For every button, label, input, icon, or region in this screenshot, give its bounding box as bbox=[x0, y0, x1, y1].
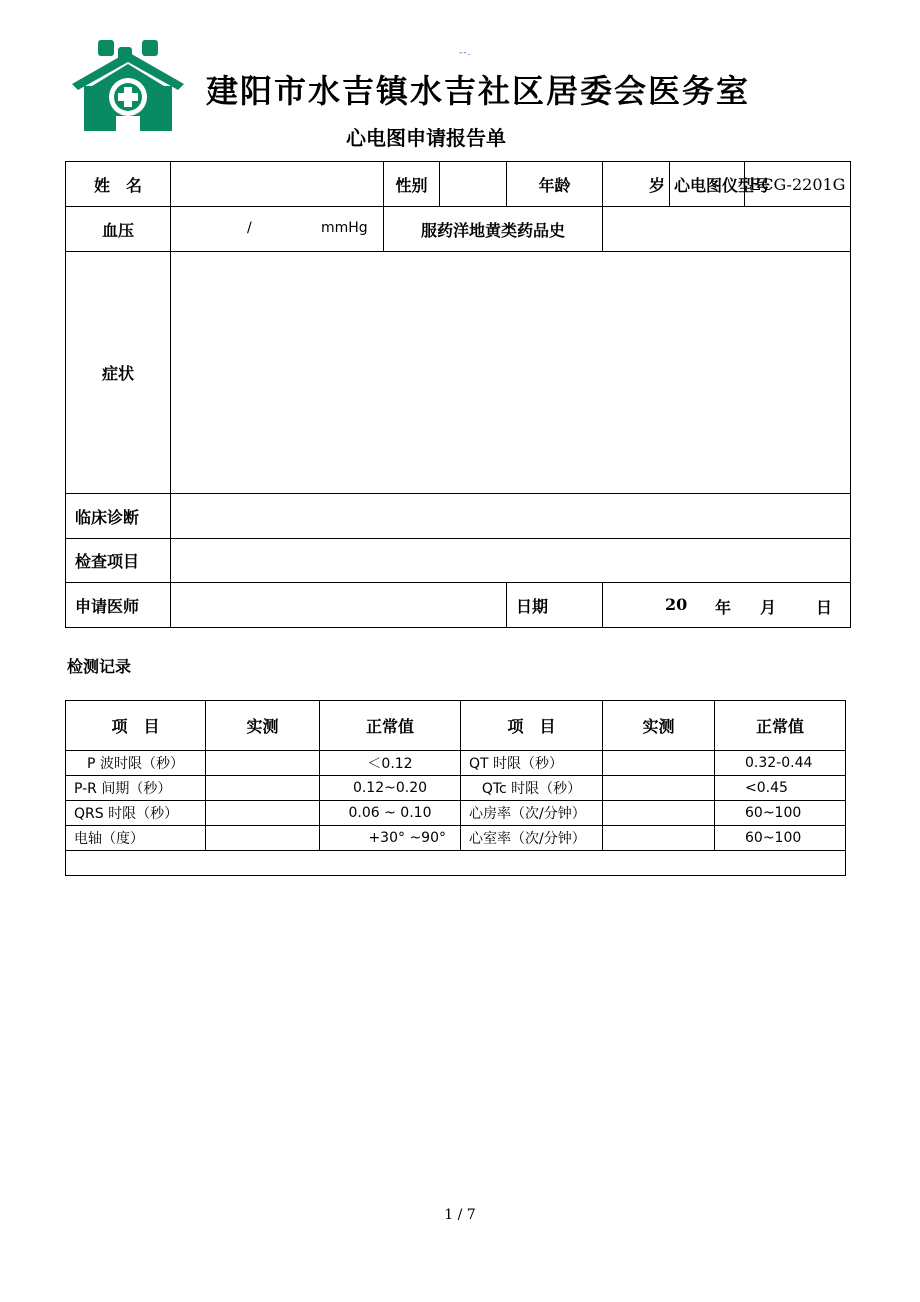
ecg-model-value: ECG-2201G bbox=[745, 162, 851, 207]
org-title: 建阳市水吉镇水吉社区居委会医务室 bbox=[206, 72, 751, 110]
normal-value: <0.45 bbox=[715, 776, 846, 801]
normal-value: ＜0.12 bbox=[320, 751, 461, 776]
item-name: 心室率（次/分钟） bbox=[461, 826, 603, 851]
corner-mark: --. bbox=[459, 48, 472, 58]
table-row bbox=[66, 801, 846, 826]
header-normal-1: 正常值 bbox=[320, 701, 461, 751]
table-row bbox=[66, 751, 846, 776]
digitalis-history-label: 服药洋地黄类药品史 bbox=[384, 207, 603, 252]
item-name: QTc 时限（秒） bbox=[461, 776, 603, 801]
measured-field[interactable] bbox=[603, 751, 715, 776]
item-name: QT 时限（秒） bbox=[461, 751, 603, 776]
date-year-prefix: 20 bbox=[665, 595, 688, 614]
normal-value: 0.32-0.44 bbox=[715, 751, 846, 776]
item-name: P 波时限（秒） bbox=[66, 751, 206, 776]
bp-label: 血压 bbox=[66, 207, 171, 252]
symptom-label: 症状 bbox=[66, 252, 171, 494]
measured-field[interactable] bbox=[603, 826, 715, 851]
gender-field[interactable] bbox=[440, 162, 507, 207]
measured-field[interactable] bbox=[206, 776, 320, 801]
header-normal-2: 正常值 bbox=[715, 701, 846, 751]
name-label: 姓 名 bbox=[66, 162, 171, 207]
item-name: 电轴（度） bbox=[66, 826, 206, 851]
date-day-label: 日 bbox=[816, 598, 833, 617]
table-row bbox=[66, 776, 846, 801]
normal-value: +30° ~90° bbox=[320, 826, 461, 851]
measured-field[interactable] bbox=[206, 801, 320, 826]
normal-value: 0.06 ~ 0.10 bbox=[320, 801, 461, 826]
item-name: P-R 间期（秒） bbox=[66, 776, 206, 801]
age-label: 年龄 bbox=[507, 162, 603, 207]
diagnosis-field[interactable] bbox=[171, 494, 851, 539]
gender-label: 性别 bbox=[384, 162, 440, 207]
date-field[interactable] bbox=[603, 583, 851, 628]
exam-items-field[interactable] bbox=[171, 539, 851, 583]
age-unit: 岁 bbox=[648, 175, 665, 195]
record-section-title: 检测记录 bbox=[67, 657, 132, 676]
date-label: 日期 bbox=[507, 583, 603, 628]
date-month-label: 月 bbox=[760, 598, 777, 617]
header-measured-2: 实测 bbox=[603, 701, 715, 751]
item-name: QRS 时限（秒） bbox=[66, 801, 206, 826]
measured-field[interactable] bbox=[603, 801, 715, 826]
bp-separator: / bbox=[247, 220, 252, 236]
header-item-2: 项 目 bbox=[461, 701, 603, 751]
measured-field[interactable] bbox=[206, 751, 320, 776]
header-measured-1: 实测 bbox=[206, 701, 320, 751]
page-indicator: 1 / 7 bbox=[444, 1207, 476, 1223]
ecg-model-label: 心电图仪型号 bbox=[670, 162, 745, 207]
blank-row-field[interactable] bbox=[66, 851, 846, 876]
diagnosis-label: 临床诊断 bbox=[66, 494, 171, 539]
name-field[interactable] bbox=[171, 162, 384, 207]
health-center-logo-icon bbox=[72, 40, 184, 132]
detection-record-table bbox=[65, 700, 846, 876]
measured-field[interactable] bbox=[206, 826, 320, 851]
doctor-label: 申请医师 bbox=[66, 583, 171, 628]
exam-items-label: 检查项目 bbox=[66, 539, 171, 583]
table-row-blank bbox=[66, 851, 846, 876]
table-row bbox=[66, 826, 846, 851]
symptom-field[interactable] bbox=[171, 252, 851, 494]
digitalis-history-field[interactable] bbox=[603, 207, 851, 252]
item-name: 心房率（次/分钟） bbox=[461, 801, 603, 826]
date-year-label: 年 bbox=[715, 598, 732, 617]
application-form-table bbox=[65, 161, 851, 628]
normal-value: 0.12~0.20 bbox=[320, 776, 461, 801]
header-item-1: 项 目 bbox=[66, 701, 206, 751]
doctor-field[interactable] bbox=[171, 583, 507, 628]
age-field[interactable] bbox=[603, 162, 670, 207]
bp-field[interactable] bbox=[171, 207, 384, 252]
bp-unit: mmHg bbox=[321, 220, 368, 236]
form-title: 心电图申请报告单 bbox=[346, 126, 506, 150]
measured-field[interactable] bbox=[603, 776, 715, 801]
normal-value: 60~100 bbox=[715, 801, 846, 826]
normal-value: 60~100 bbox=[715, 826, 846, 851]
